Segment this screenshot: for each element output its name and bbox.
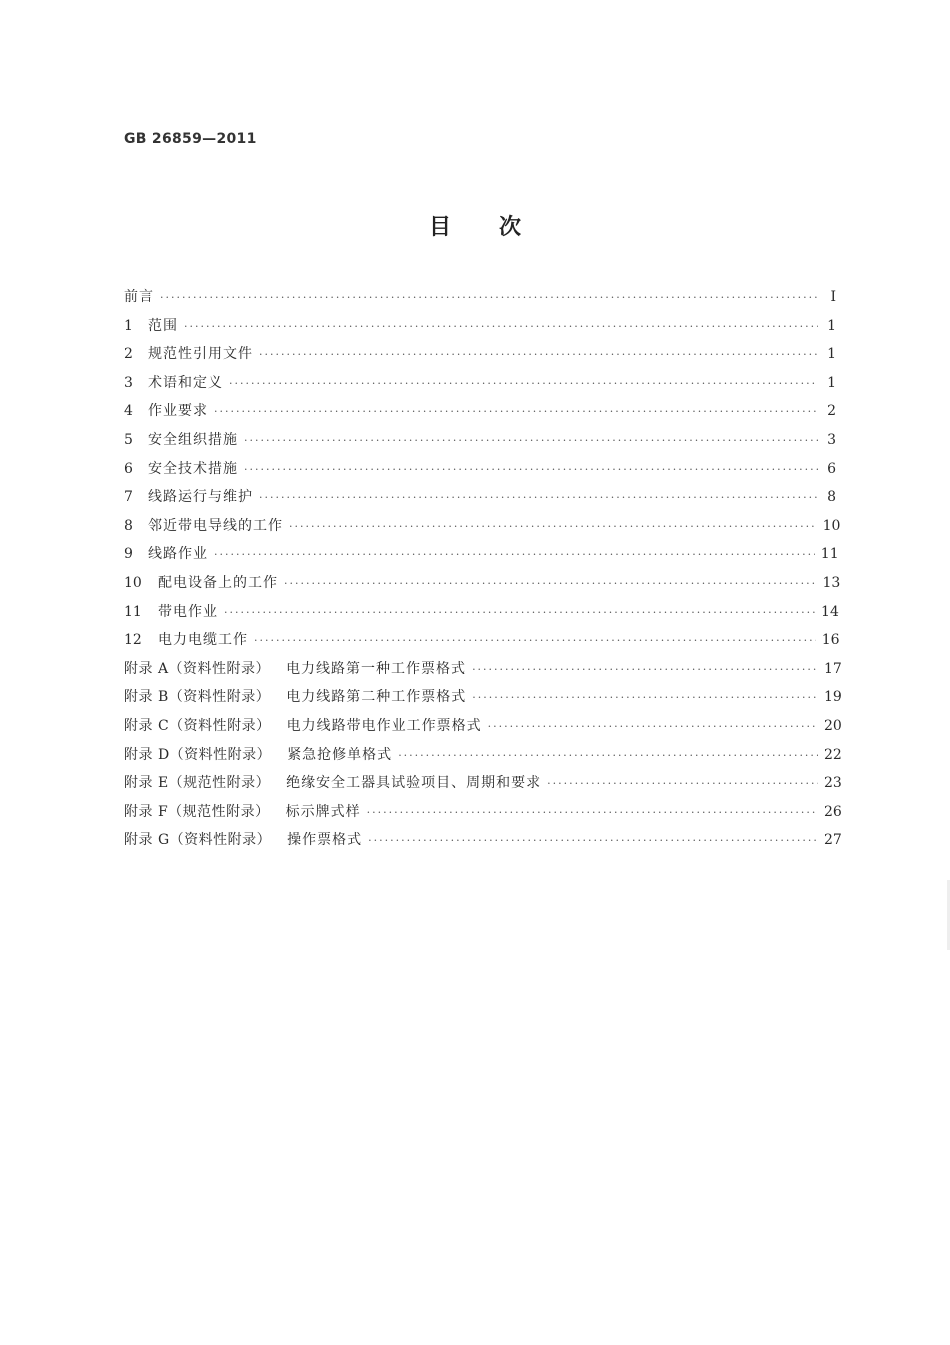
appendix-page: 20 bbox=[824, 717, 842, 734]
leader-dots bbox=[289, 520, 817, 533]
toc-entry-page: 1 bbox=[827, 374, 836, 391]
appendix-page: 23 bbox=[824, 775, 842, 792]
leader-dots bbox=[259, 348, 818, 361]
toc-entry-11[interactable] bbox=[124, 601, 839, 630]
toc-entry-label: 安全组织措施 bbox=[148, 431, 238, 448]
leader-dots bbox=[244, 463, 818, 476]
leader-dots bbox=[472, 691, 818, 704]
toc-entry-7[interactable] bbox=[124, 486, 836, 515]
leader-dots bbox=[368, 834, 818, 847]
toc-entry-number: 10 bbox=[124, 574, 142, 591]
toc-entry-label: 线路作业 bbox=[148, 546, 208, 563]
toc-appendix-d[interactable] bbox=[124, 744, 842, 773]
appendix-head: 附录 F（规范性附录） bbox=[124, 803, 270, 820]
toc-entry-label: 安全技术措施 bbox=[148, 460, 238, 477]
toc-entry-page: 3 bbox=[827, 431, 836, 448]
leader-dots bbox=[214, 548, 815, 561]
leader-dots bbox=[488, 720, 818, 733]
leader-dots bbox=[184, 320, 818, 333]
toc-entry-label: 邻近带电导线的工作 bbox=[148, 517, 283, 534]
toc-entry-foreword[interactable] bbox=[124, 286, 836, 315]
appendix-head: 附录 E（规范性附录） bbox=[124, 775, 271, 792]
toc-entry-page: 16 bbox=[821, 632, 840, 649]
appendix-title: 电力线路带电作业工作票格式 bbox=[286, 717, 482, 734]
toc-entry-page: 10 bbox=[822, 517, 841, 534]
toc-entry-number: 12 bbox=[124, 632, 142, 649]
toc-title: 目次 bbox=[428, 214, 569, 240]
appendix-page: 22 bbox=[824, 746, 842, 763]
toc-entry-number: 8 bbox=[124, 517, 133, 534]
toc-entry-page: 1 bbox=[827, 317, 836, 334]
toc-entry-number: 4 bbox=[124, 403, 133, 420]
toc-entry-label: 范围 bbox=[148, 317, 178, 334]
toc-entry-page: 2 bbox=[827, 403, 836, 420]
toc-entry-page: 8 bbox=[827, 489, 836, 506]
toc-appendix-b[interactable] bbox=[124, 686, 842, 715]
toc-entry-page: 14 bbox=[821, 603, 839, 620]
appendix-title: 电力线路第二种工作票格式 bbox=[286, 689, 467, 706]
toc-appendix-e[interactable] bbox=[124, 772, 842, 801]
toc-entry-page: 13 bbox=[822, 574, 841, 591]
toc-entry-number: 1 bbox=[124, 317, 133, 334]
toc-appendix-c[interactable] bbox=[124, 715, 842, 744]
toc-entry-label: 电力电缆工作 bbox=[158, 632, 248, 649]
toc-entry-number: 9 bbox=[124, 546, 133, 563]
appendix-head: 附录 D（资料性附录） bbox=[124, 746, 272, 763]
appendix-title: 操作票格式 bbox=[287, 832, 363, 849]
toc-entry-label: 术语和定义 bbox=[148, 374, 223, 391]
toc-entry-label: 前言 bbox=[124, 289, 154, 305]
toc-entry-label: 作业要求 bbox=[148, 403, 208, 420]
toc-entry-4[interactable] bbox=[124, 400, 836, 429]
leader-dots bbox=[254, 634, 816, 647]
appendix-head: 附录 B（资料性附录） bbox=[124, 689, 271, 706]
appendix-page: 19 bbox=[824, 689, 842, 706]
leader-dots bbox=[259, 491, 818, 504]
toc-entry-6[interactable] bbox=[124, 458, 836, 487]
toc-entry-number: 11 bbox=[124, 603, 142, 620]
appendix-head: 附录 C（资料性附录） bbox=[124, 717, 271, 734]
leader-dots bbox=[547, 777, 818, 790]
leader-dots bbox=[160, 291, 818, 304]
toc-appendix-f[interactable] bbox=[124, 801, 842, 830]
appendix-page: 17 bbox=[824, 660, 842, 677]
toc-appendix-g[interactable] bbox=[124, 829, 842, 858]
appendix-title: 紧急抢修单格式 bbox=[287, 746, 393, 763]
leader-dots bbox=[472, 663, 818, 676]
leader-dots bbox=[284, 577, 817, 590]
toc-appendix-a[interactable] bbox=[124, 658, 842, 687]
toc-entry-number: 7 bbox=[124, 489, 133, 506]
toc-entry-5[interactable] bbox=[124, 429, 836, 458]
toc-entry-10[interactable] bbox=[124, 572, 841, 601]
toc-entry-number: 6 bbox=[124, 460, 133, 477]
appendix-page: 27 bbox=[824, 832, 842, 849]
toc-entry-label: 线路运行与维护 bbox=[148, 489, 253, 506]
toc-entry-page: I bbox=[830, 289, 836, 305]
toc-entry-page: 11 bbox=[820, 546, 839, 563]
toc-entry-number: 3 bbox=[124, 374, 133, 391]
leader-dots bbox=[367, 806, 818, 819]
toc-entry-8[interactable] bbox=[124, 515, 841, 544]
toc-entry-label: 带电作业 bbox=[158, 603, 218, 620]
toc-entry-page: 6 bbox=[827, 460, 836, 477]
toc-entry-number: 2 bbox=[124, 346, 133, 363]
appendix-title: 绝缘安全工器具试验项目、周期和要求 bbox=[286, 775, 542, 792]
appendix-title: 电力线路第一种工作票格式 bbox=[286, 660, 467, 677]
appendix-page: 26 bbox=[824, 803, 842, 820]
leader-dots bbox=[229, 377, 818, 390]
appendix-title: 标示牌式样 bbox=[285, 803, 361, 820]
appendix-head: 附录 A（资料性附录） bbox=[124, 660, 271, 677]
standard-code: GB 26859—2011 bbox=[124, 131, 257, 147]
leader-dots bbox=[214, 405, 818, 418]
toc-entry-3[interactable] bbox=[124, 372, 836, 401]
table-of-contents bbox=[124, 286, 842, 858]
toc-entry-12[interactable] bbox=[124, 629, 840, 658]
appendix-head: 附录 G（资料性附录） bbox=[124, 832, 272, 849]
leader-dots bbox=[398, 749, 818, 762]
toc-entry-label: 规范性引用文件 bbox=[148, 346, 253, 363]
leader-dots bbox=[224, 606, 815, 619]
toc-entry-1[interactable] bbox=[124, 315, 836, 344]
toc-entry-label: 配电设备上的工作 bbox=[158, 574, 278, 591]
leader-dots bbox=[244, 434, 818, 447]
toc-entry-number: 5 bbox=[124, 431, 133, 448]
toc-entry-page: 1 bbox=[827, 346, 836, 363]
toc-entry-2[interactable] bbox=[124, 343, 836, 372]
toc-entry-9[interactable] bbox=[124, 543, 839, 572]
